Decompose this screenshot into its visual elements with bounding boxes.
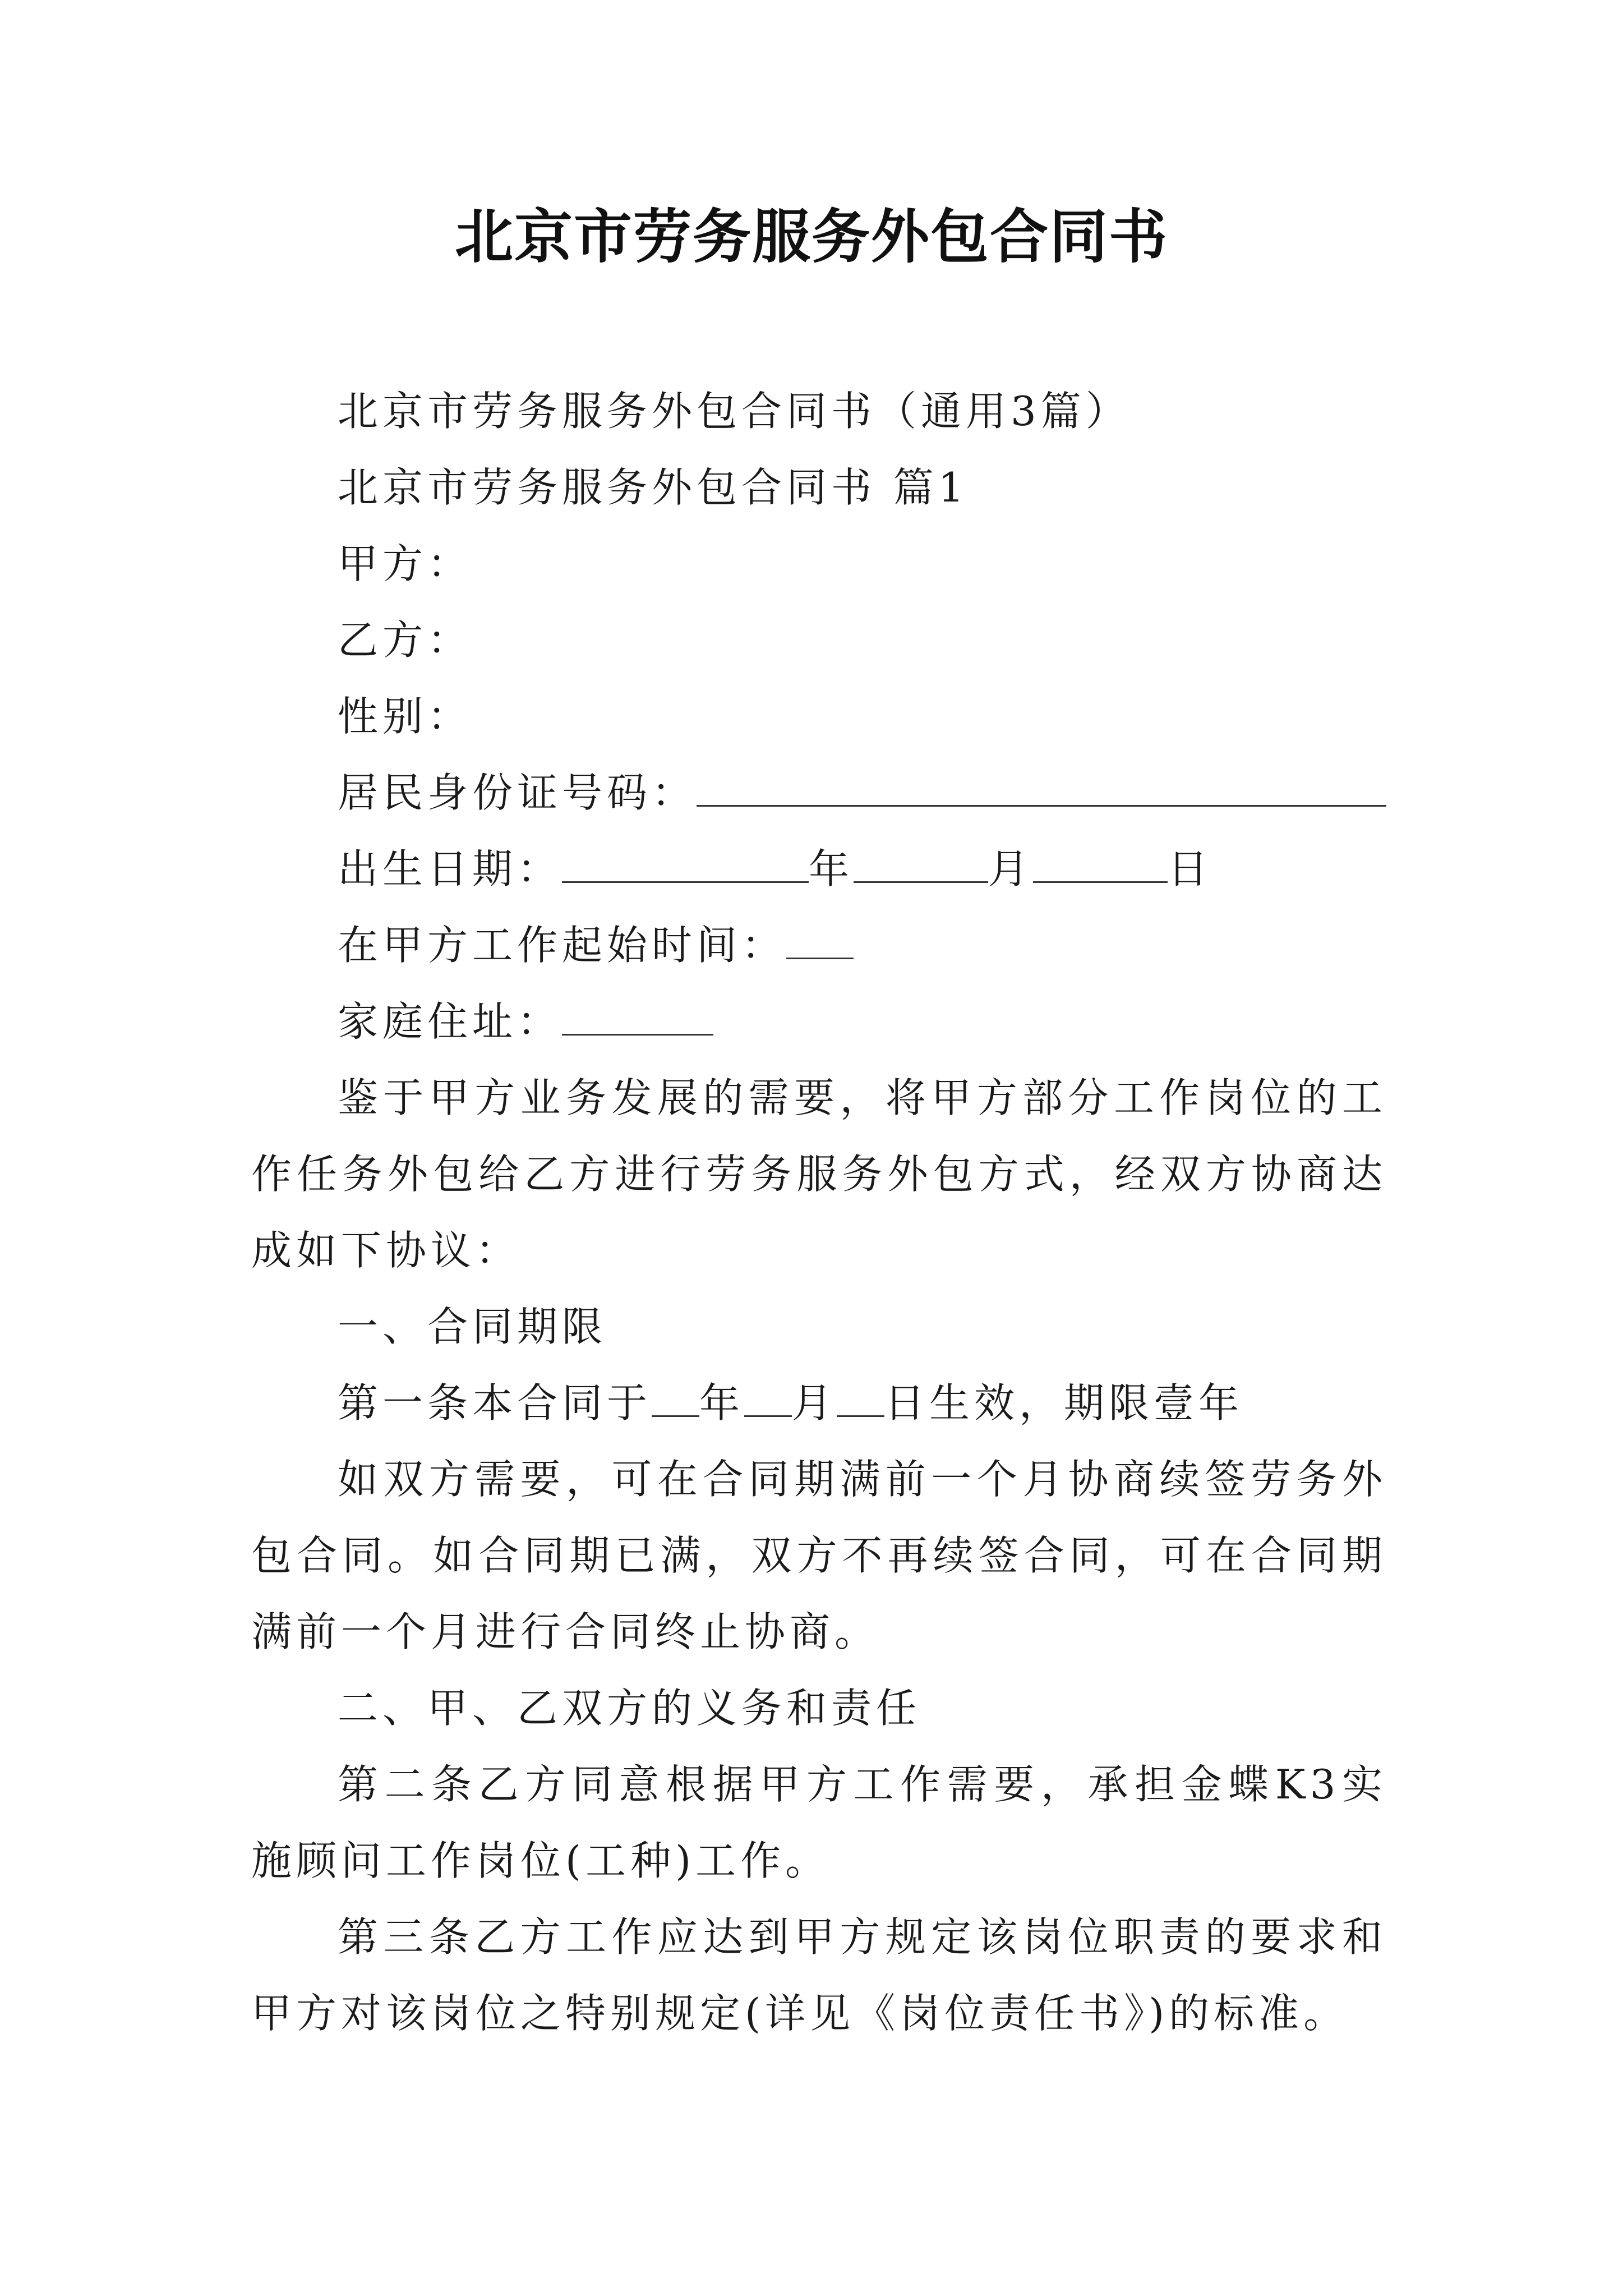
birth-year-unit: 年 <box>809 845 854 892</box>
gender-field: 性别： <box>338 693 473 740</box>
birth-date-field <box>251 831 1387 907</box>
birth-date-label: 出生日期： <box>338 845 562 892</box>
part-heading: 北京市劳务服务外包合同书 篇1 <box>338 464 969 511</box>
renewal-paragraph: 如双方需要，可在合同期满前一个月协商续签劳务外包合同。如合同期已满，双方不再续签合同，可在合同期满前一个月进行合同终止协商。 <box>251 1456 1387 1655</box>
intro-paragraph: 鉴于甲方业务发展的需要，将甲方部分工作岗位的工作任务外包给乙方进行劳务服务外包方式，经双方协商达成如下协议： <box>251 1074 1387 1274</box>
article-1-prefix: 第一条本合同于 <box>338 1379 652 1427</box>
party-a-field: 甲方： <box>338 540 473 587</box>
document-body <box>251 373 1387 2051</box>
start-time-label: 在甲方工作起始时间： <box>338 922 787 969</box>
article-1-suffix: 日生效，期限壹年 <box>884 1379 1244 1427</box>
address-label: 家庭住址： <box>338 998 562 1045</box>
birth-day-blank <box>1033 846 1168 883</box>
id-number-field <box>251 754 1387 831</box>
birth-month-unit: 月 <box>988 845 1034 892</box>
birth-day-unit: 日 <box>1168 845 1213 892</box>
article-2: 第二条乙方同意根据甲方工作需要，承担金蝶K3实施顾问工作岗位(工种)工作。 <box>251 1761 1387 1884</box>
document-subtitle: 北京市劳务服务外包合同书（通用3篇） <box>338 388 1131 435</box>
article-1 <box>251 1365 1387 1441</box>
start-time-field <box>251 907 1387 983</box>
effective-month-blank <box>744 1381 792 1417</box>
section-1-title: 一、合同期限 <box>338 1303 607 1350</box>
address-blank <box>562 999 713 1036</box>
id-number-blank <box>697 770 1386 807</box>
address-field <box>251 983 1387 1060</box>
birth-month-blank <box>854 846 988 883</box>
article-3: 第三条乙方工作应达到甲方规定该岗位职责的要求和甲方对该岗位之特别规定(详见《岗位责任书》)的标准。 <box>251 1913 1387 2037</box>
effective-year-blank <box>652 1381 699 1417</box>
article-1-month: 月 <box>792 1379 837 1427</box>
id-number-label: 居民身份证号码： <box>338 769 697 816</box>
article-1-year: 年 <box>699 1379 745 1427</box>
birth-year-blank <box>562 846 809 883</box>
party-b-field: 乙方： <box>338 616 473 664</box>
section-2-title: 二、甲、乙双方的义务和责任 <box>338 1685 921 1732</box>
effective-day-blank <box>837 1381 884 1417</box>
start-time-blank <box>786 923 854 959</box>
document-title: 北京市劳务服务外包合同书 <box>454 203 1168 271</box>
